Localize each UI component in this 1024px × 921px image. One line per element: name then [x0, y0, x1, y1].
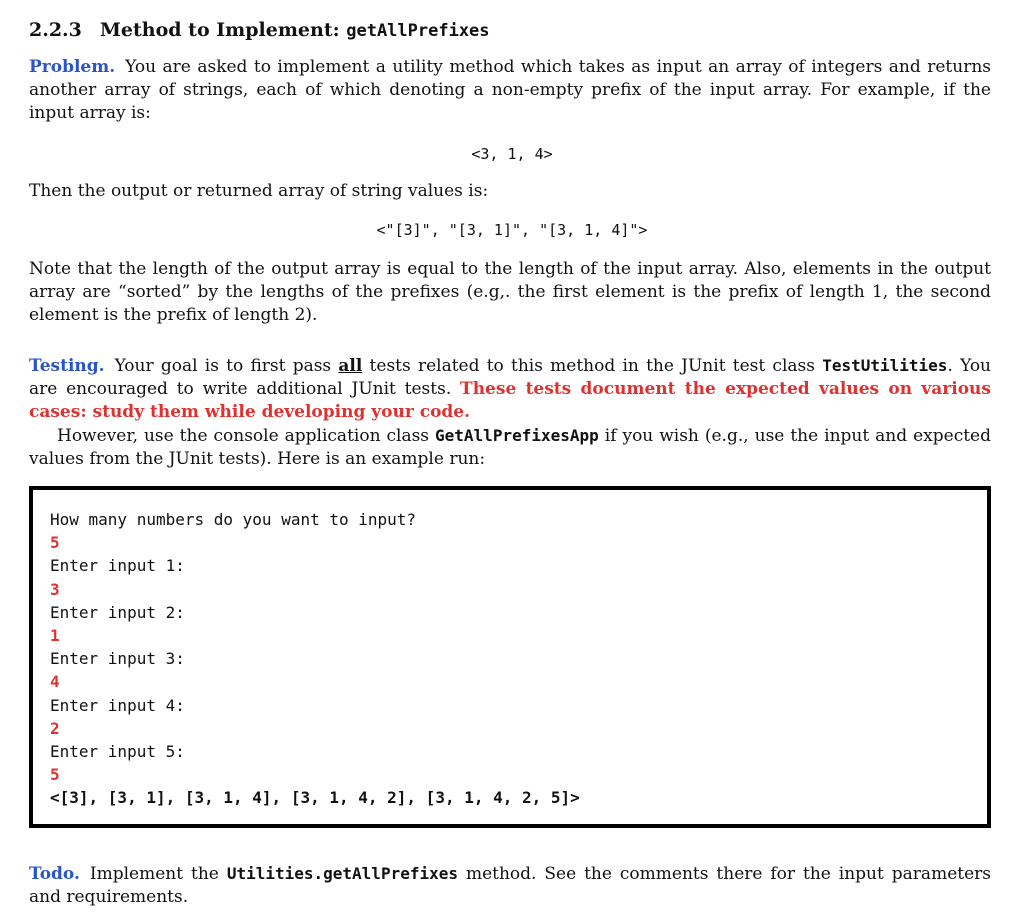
testing-all-emphasis: all	[338, 356, 363, 376]
console-line-prompt: Enter input 4:	[50, 695, 185, 715]
testing-text-3: . You are encouraged to write additional JUnit tests.	[29, 356, 991, 399]
console-line-prompt: Enter input 3:	[50, 649, 185, 669]
console-line-prompt: Enter input 1:	[50, 556, 185, 576]
todo-paragraph	[29, 862, 991, 909]
example-input: <3, 1, 4>	[471, 145, 553, 163]
testing-red-note: These tests document the expected values on various cases: study them while developing your code.	[29, 379, 991, 422]
console-line-input: 5	[50, 765, 60, 785]
console-line-input: 3	[50, 579, 60, 599]
section-title-method: getAllPrefixes	[346, 21, 490, 41]
console-line-input: 4	[50, 672, 60, 692]
section-heading	[29, 19, 490, 41]
testing-lead: Testing.	[29, 356, 105, 376]
app-class-name: GetAllPrefixesApp	[435, 426, 599, 445]
todo-text-1: Implement the	[89, 864, 227, 884]
console-line-prompt: Enter input 2:	[50, 602, 185, 622]
test-class-name: TestUtilities	[822, 356, 948, 375]
testing-text-4: However, use the console application class	[57, 426, 436, 446]
note-paragraph: Note that the length of the output array is equal to the length of the input array. Also, elements in the output array are “sorted” by the lengths of the prefixes (e.g,. the first element is the prefix of length 1, the second element is the prefix of length 2).	[29, 259, 991, 325]
todo-method-name: Utilities.getAllPrefixes	[226, 864, 458, 883]
problem-lead: Problem.	[29, 57, 116, 77]
testing-text-1: Your goal is to first pass	[114, 356, 339, 376]
testing-text-2: tests related to this method in the JUnit test class	[362, 356, 823, 376]
console-line-prompt: Enter input 5:	[50, 741, 185, 761]
example-output: <"[3]", "[3, 1]", "[3, 1, 4]">	[376, 221, 648, 239]
problem-text: You are asked to implement a utility method which takes as input an array of integers and returns another array of strings, each of which denoting a non-empty prefix of the input array. For example, if the input array is:	[29, 57, 991, 123]
todo-lead: Todo.	[29, 864, 80, 884]
section-title: Method to Implement:	[99, 19, 347, 41]
console-line-output: <[3], [3, 1], [3, 1, 4], [3, 1, 4, 2], [3, 1, 4, 2, 5]>	[50, 788, 580, 808]
console-line-prompt: How many numbers do you want to input?	[50, 510, 417, 529]
console-line-input: 1	[50, 625, 60, 645]
console-lines	[50, 508, 580, 809]
console-line-input: 2	[50, 718, 60, 738]
todo-text-2: method. See the comments there for the input parameters and requirements.	[29, 864, 991, 907]
then-text: Then the output or returned array of string values is:	[29, 181, 489, 201]
testing-text-5: if you wish (e.g., use the input and expected values from the JUnit tests). Here is an example run:	[29, 426, 991, 469]
problem-paragraph	[29, 56, 991, 125]
testing-paragraph	[29, 354, 991, 471]
console-line-input: 5	[50, 533, 60, 553]
console-example-box	[29, 486, 991, 828]
section-number: 2.2.3	[29, 19, 82, 41]
